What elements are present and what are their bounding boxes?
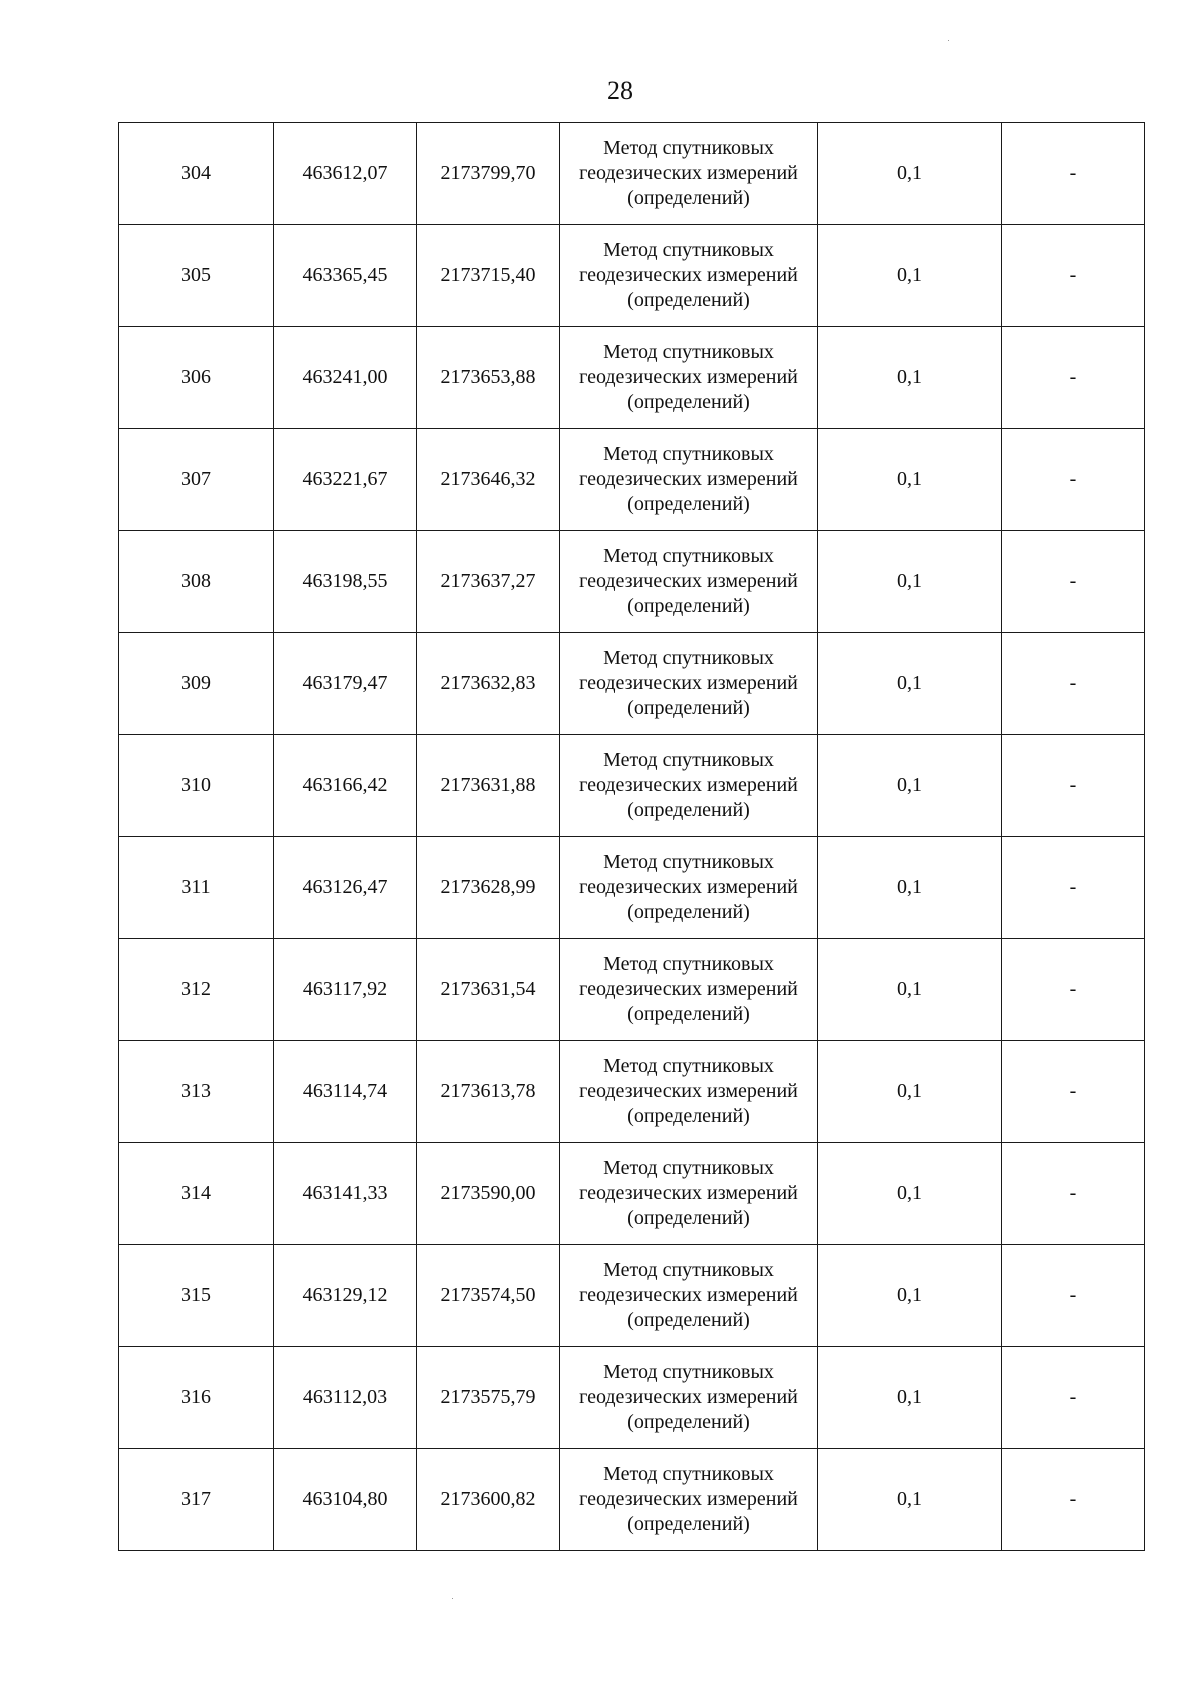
note-cell: - (1002, 1143, 1145, 1245)
table-row (119, 225, 1145, 327)
method-cell: Метод спутниковых геодезических измерений (определений) (560, 1347, 818, 1449)
method-cell: Метод спутниковых геодезических измерений (определений) (560, 429, 818, 531)
accuracy-cell: 0,1 (818, 1449, 1002, 1551)
x-coordinate-cell: 463241,00 (274, 327, 417, 429)
x-coordinate-cell: 463179,47 (274, 633, 417, 735)
table-body (119, 123, 1145, 1551)
method-cell: Метод спутниковых геодезических измерений (определений) (560, 1041, 818, 1143)
x-coordinate-cell: 463141,33 (274, 1143, 417, 1245)
x-coordinate-cell: 463104,80 (274, 1449, 417, 1551)
y-coordinate-cell: 2173574,50 (417, 1245, 560, 1347)
method-cell: Метод спутниковых геодезических измерений (определений) (560, 531, 818, 633)
point-number-cell: 317 (119, 1449, 274, 1551)
note-cell: - (1002, 429, 1145, 531)
method-cell: Метод спутниковых геодезических измерений (определений) (560, 939, 818, 1041)
table-row (119, 123, 1145, 225)
method-cell: Метод спутниковых геодезических измерений (определений) (560, 735, 818, 837)
point-number-cell: 307 (119, 429, 274, 531)
accuracy-cell: 0,1 (818, 735, 1002, 837)
x-coordinate-cell: 463612,07 (274, 123, 417, 225)
x-coordinate-cell: 463114,74 (274, 1041, 417, 1143)
method-cell: Метод спутниковых геодезических измерений (определений) (560, 225, 818, 327)
x-coordinate-cell: 463198,55 (274, 531, 417, 633)
note-cell: - (1002, 1041, 1145, 1143)
table-row (119, 939, 1145, 1041)
y-coordinate-cell: 2173715,40 (417, 225, 560, 327)
point-number-cell: 311 (119, 837, 274, 939)
table-row (119, 429, 1145, 531)
y-coordinate-cell: 2173646,32 (417, 429, 560, 531)
y-coordinate-cell: 2173575,79 (417, 1347, 560, 1449)
method-cell: Метод спутниковых геодезических измерений (определений) (560, 837, 818, 939)
note-cell: - (1002, 1449, 1145, 1551)
method-cell: Метод спутниковых геодезических измерений (определений) (560, 123, 818, 225)
y-coordinate-cell: 2173632,83 (417, 633, 560, 735)
method-cell: Метод спутниковых геодезических измерений (определений) (560, 327, 818, 429)
x-coordinate-cell: 463166,42 (274, 735, 417, 837)
y-coordinate-cell: 2173799,70 (417, 123, 560, 225)
note-cell: - (1002, 531, 1145, 633)
note-cell: - (1002, 123, 1145, 225)
point-number-cell: 310 (119, 735, 274, 837)
method-cell: Метод спутниковых геодезических измерений (определений) (560, 633, 818, 735)
accuracy-cell: 0,1 (818, 429, 1002, 531)
y-coordinate-cell: 2173600,82 (417, 1449, 560, 1551)
note-cell: - (1002, 327, 1145, 429)
accuracy-cell: 0,1 (818, 123, 1002, 225)
point-number-cell: 312 (119, 939, 274, 1041)
accuracy-cell: 0,1 (818, 1245, 1002, 1347)
x-coordinate-cell: 463126,47 (274, 837, 417, 939)
table-row (119, 1041, 1145, 1143)
x-coordinate-cell: 463365,45 (274, 225, 417, 327)
accuracy-cell: 0,1 (818, 837, 1002, 939)
note-cell: - (1002, 633, 1145, 735)
table-row (119, 1347, 1145, 1449)
table-row (119, 1245, 1145, 1347)
table-row (119, 327, 1145, 429)
accuracy-cell: 0,1 (818, 1143, 1002, 1245)
accuracy-cell: 0,1 (818, 531, 1002, 633)
note-cell: - (1002, 939, 1145, 1041)
point-number-cell: 309 (119, 633, 274, 735)
y-coordinate-cell: 2173613,78 (417, 1041, 560, 1143)
scan-speck (948, 40, 949, 41)
accuracy-cell: 0,1 (818, 939, 1002, 1041)
x-coordinate-cell: 463117,92 (274, 939, 417, 1041)
point-number-cell: 313 (119, 1041, 274, 1143)
accuracy-cell: 0,1 (818, 225, 1002, 327)
method-cell: Метод спутниковых геодезических измерений (определений) (560, 1245, 818, 1347)
y-coordinate-cell: 2173637,27 (417, 531, 560, 633)
note-cell: - (1002, 837, 1145, 939)
accuracy-cell: 0,1 (818, 327, 1002, 429)
y-coordinate-cell: 2173631,54 (417, 939, 560, 1041)
accuracy-cell: 0,1 (818, 633, 1002, 735)
x-coordinate-cell: 463112,03 (274, 1347, 417, 1449)
table-row (119, 1143, 1145, 1245)
page-number: 28 (607, 76, 633, 105)
point-number-cell: 308 (119, 531, 274, 633)
y-coordinate-cell: 2173590,00 (417, 1143, 560, 1245)
accuracy-cell: 0,1 (818, 1041, 1002, 1143)
note-cell: - (1002, 1347, 1145, 1449)
note-cell: - (1002, 1245, 1145, 1347)
point-number-cell: 314 (119, 1143, 274, 1245)
coordinates-table (118, 122, 1145, 1551)
x-coordinate-cell: 463129,12 (274, 1245, 417, 1347)
method-cell: Метод спутниковых геодезических измерений (определений) (560, 1449, 818, 1551)
scan-speck (452, 1598, 453, 1599)
point-number-cell: 304 (119, 123, 274, 225)
table-row (119, 837, 1145, 939)
table-row (119, 735, 1145, 837)
y-coordinate-cell: 2173628,99 (417, 837, 560, 939)
point-number-cell: 316 (119, 1347, 274, 1449)
table-row (119, 1449, 1145, 1551)
note-cell: - (1002, 225, 1145, 327)
point-number-cell: 305 (119, 225, 274, 327)
table-row (119, 531, 1145, 633)
y-coordinate-cell: 2173631,88 (417, 735, 560, 837)
x-coordinate-cell: 463221,67 (274, 429, 417, 531)
y-coordinate-cell: 2173653,88 (417, 327, 560, 429)
accuracy-cell: 0,1 (818, 1347, 1002, 1449)
note-cell: - (1002, 735, 1145, 837)
point-number-cell: 306 (119, 327, 274, 429)
table-row (119, 633, 1145, 735)
point-number-cell: 315 (119, 1245, 274, 1347)
method-cell: Метод спутниковых геодезических измерений (определений) (560, 1143, 818, 1245)
